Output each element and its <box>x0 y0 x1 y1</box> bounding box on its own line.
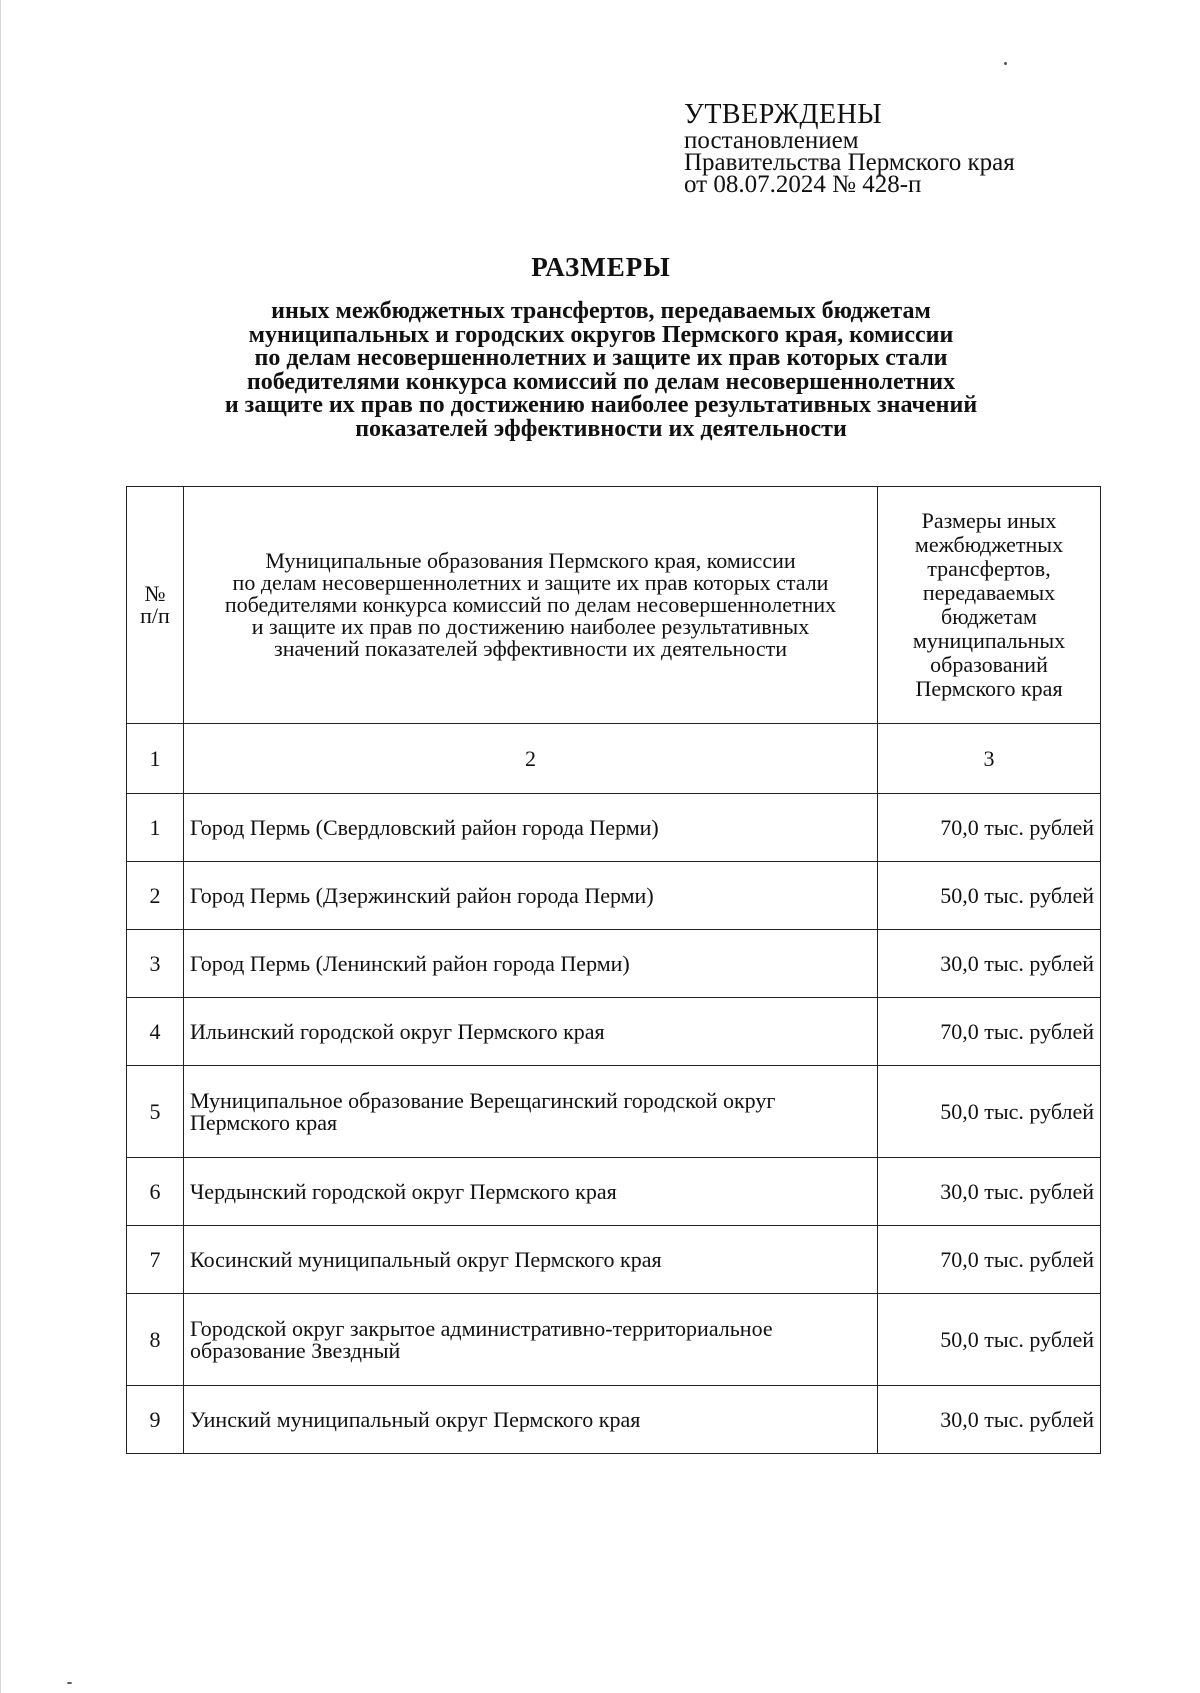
transfer-amount: 50,0 тыс. рублей <box>878 862 1101 930</box>
municipality-name <box>184 998 878 1066</box>
approval-title: УТВЕРЖДЕНЫ <box>684 99 883 130</box>
table-row <box>127 1294 1101 1386</box>
transfers-table <box>126 486 1101 1454</box>
municipality-name <box>184 1158 878 1226</box>
column-number: 2 <box>184 724 878 794</box>
table-row <box>127 1386 1101 1454</box>
heading-line: победителями конкурса комиссий по делам несовершеннолетних <box>246 368 956 395</box>
column-number: 3 <box>878 724 1101 794</box>
municipality-name <box>184 930 878 998</box>
approval-line: Правительства Пермского края <box>684 149 1015 176</box>
row-number: 8 <box>127 1294 184 1386</box>
heading-line: иных межбюджетных трансфертов, передаваемых бюджетам <box>271 298 931 324</box>
row-number: 6 <box>127 1158 184 1226</box>
table-row <box>127 998 1101 1066</box>
heading-line: по делам несовершеннолетних и защите их прав которых стали <box>254 345 948 371</box>
row-number: 9 <box>127 1386 184 1454</box>
scan-speck <box>1004 62 1007 65</box>
municipality-name-line: образование Звездный <box>190 1337 401 1363</box>
approval-line: постановлением <box>684 127 859 154</box>
column-number: 1 <box>127 724 184 794</box>
approval-stamp <box>684 100 1015 196</box>
column-number-row <box>127 724 1101 794</box>
table-row <box>127 930 1101 998</box>
table-row <box>127 862 1101 930</box>
header-municipality: Муниципальные образования Пермского края, комиссии по делам несовершеннолетних и защите их прав которых стали победителями конкурса комиссий по делам несовершеннолетних и защите их прав по достижению наиболее результативных значений показателей эффективности их деятельности <box>184 487 878 724</box>
transfer-amount: 30,0 тыс. рублей <box>878 1158 1101 1226</box>
municipality-name <box>184 862 878 930</box>
transfer-amount: 30,0 тыс. рублей <box>878 1386 1101 1454</box>
municipality-name <box>184 1066 878 1158</box>
scan-speck <box>67 1682 72 1684</box>
row-number: 3 <box>127 930 184 998</box>
municipality-name-line: Косинский муниципальный округ Пермского края <box>190 1246 662 1272</box>
transfer-amount: 30,0 тыс. рублей <box>878 930 1101 998</box>
table-row <box>127 1066 1101 1158</box>
municipality-name-line: Чердынский городской округ Пермского края <box>190 1178 617 1204</box>
table-row <box>127 794 1101 862</box>
heading-line: муниципальных и городских округов Пермского края, комиссии <box>248 321 954 348</box>
row-number: 1 <box>127 794 184 862</box>
row-number: 5 <box>127 1066 184 1158</box>
table-row <box>127 1226 1101 1294</box>
row-number: 7 <box>127 1226 184 1294</box>
transfer-amount: 70,0 тыс. рублей <box>878 1226 1101 1294</box>
municipality-name <box>184 1294 878 1386</box>
municipality-name-line: Пермского края <box>190 1109 338 1135</box>
row-number: 4 <box>127 998 184 1066</box>
municipality-name-line: Ильинский городской округ Пермского края <box>190 1018 605 1044</box>
transfer-amount: 50,0 тыс. рублей <box>878 1294 1101 1386</box>
approval-line: от 08.07.2024 № 428-п <box>684 171 922 198</box>
document-title: РАЗМЕРЫ <box>531 252 671 282</box>
heading-line: и защите их прав по достижению наиболее результативных значений <box>224 392 978 418</box>
transfer-amount: 70,0 тыс. рублей <box>878 998 1101 1066</box>
municipality-name-line: Город Пермь (Дзержинский район города Перми) <box>190 882 654 908</box>
municipality-name <box>184 1386 878 1454</box>
heading-line: показателей эффективности их деятельности <box>355 415 847 442</box>
municipality-name-line: Городской округ закрытое административно-территориальное <box>190 1315 773 1341</box>
table-header-row <box>127 487 1101 724</box>
municipality-name-line: Муниципальное образование Верещагинский городской округ <box>190 1087 776 1113</box>
table-row <box>127 1158 1101 1226</box>
header-amount: Размеры иных межбюджетных трансфертов, передаваемых бюджетам муниципальных образований Пермского края <box>878 487 1101 724</box>
transfer-amount: 70,0 тыс. рублей <box>878 794 1101 862</box>
municipality-name <box>184 794 878 862</box>
header-number: № п/п <box>127 487 184 724</box>
document-heading <box>121 252 1081 441</box>
municipality-name-line: Уинский муниципальный округ Пермского края <box>190 1406 641 1432</box>
municipality-name-line: Город Пермь (Ленинский район города Перми) <box>190 950 630 976</box>
transfer-amount: 50,0 тыс. рублей <box>878 1066 1101 1158</box>
municipality-name-line: Город Пермь (Свердловский район города Перми) <box>190 814 659 840</box>
municipality-name <box>184 1226 878 1294</box>
row-number: 2 <box>127 862 184 930</box>
